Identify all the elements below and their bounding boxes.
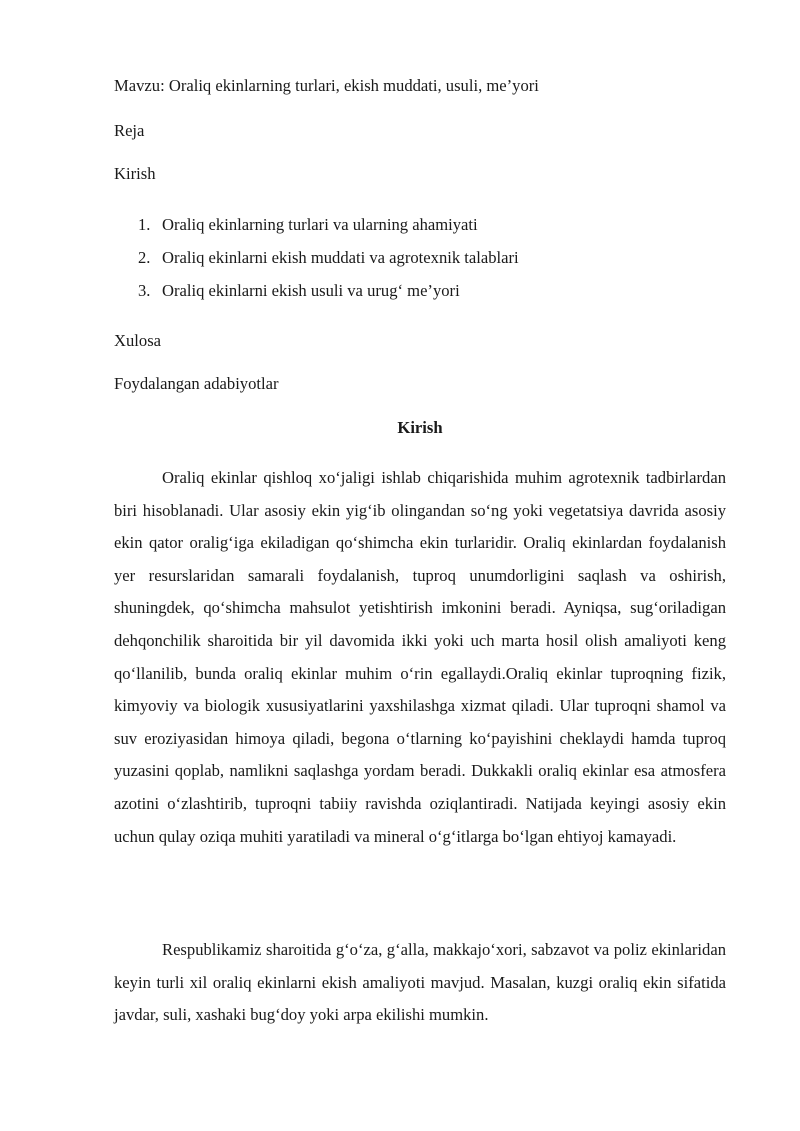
plan-label: Reja [114,121,145,140]
conclusion-label: Xulosa [114,331,162,350]
topic-title: Mavzu: Oraliq ekinlarning turlari, ekish muddati, usuli, me’yori [114,76,539,95]
plan-item-1 [138,215,478,235]
references-label: Foydalangan adabiyotlar [114,374,279,393]
plan-item-text: Oraliq ekinlarning turlari va ularning ahamiyati [162,215,478,234]
plan-item-text: Oraliq ekinlarni ekish usuli va urug‘ me’yori [162,281,460,300]
plan-item-number: 2. [138,248,151,267]
section-heading: Kirish [397,418,443,437]
intro-label: Kirish [114,164,156,183]
paragraph-2: Respublikamiz sharoitida g‘o‘za, g‘alla, makkajo‘xori, sabzavot va poliz ekinlaridan keyin turli xil oraliq ekinlarni ekish amaliyoti mavjud. Masalan, kuzgi oraliq ekin sifatida javdar, suli, xashaki bug‘doy yoki arpa ekilishi mumkin. [114,940,726,1025]
plan-item-number: 1. [138,215,151,234]
plan-item-2 [138,248,519,268]
plan-item-3 [138,281,460,301]
paragraph-1: Oraliq ekinlar qishloq xo‘jaligi ishlab chiqarishida muhim agrotexnik tadbirlardan biri hisoblanadi. Ular asosiy ekin yig‘ib olingandan so‘ng yoki vegetatsiya davrida asosiy ekin qator oralig‘iga ekiladigan qo‘shimcha ekin turlaridir. Oraliq ekinlardan foydalanish yer resurslaridan samarali foydalanish, tuproq unumdorligini saqlash va oshirish, shuningdek, qo‘shimcha mahsulot yetishtirish imkonini beradi. Ayniqsa, sug‘oriladigan dehqonchilik sharoitida bir yil davomida ikki yoki uch marta hosil olish amaliyoti keng qo‘llanilib, bunda oraliq ekinlar muhim o‘rin egallaydi.Oraliq ekinlar tuproqning fizik, kimyoviy va biologik xususiyatlarini yaxshilashga xizmat qiladi. Ular tuproqni shamol va suv eroziyasidan himoya qiladi, begona o‘tlarning ko‘payishini cheklaydi hamda tuproq yuzasini qoplab, namlikni saqlashga yordam beradi. Dukkakli oraliq ekinlar esa atmosfera azotini o‘zlashtirib, tuproqni tabiiy ravishda oziqlantiradi. Natijada keyingi asosiy ekin uchun qulay oziqa muhiti yaratiladi va mineral o‘g‘itlarga bo‘lgan ehtiyoj kamayadi. [114,468,726,846]
plan-item-number: 3. [138,281,151,300]
plan-item-text: Oraliq ekinlarni ekish muddati va agrotexnik talablari [162,248,519,267]
